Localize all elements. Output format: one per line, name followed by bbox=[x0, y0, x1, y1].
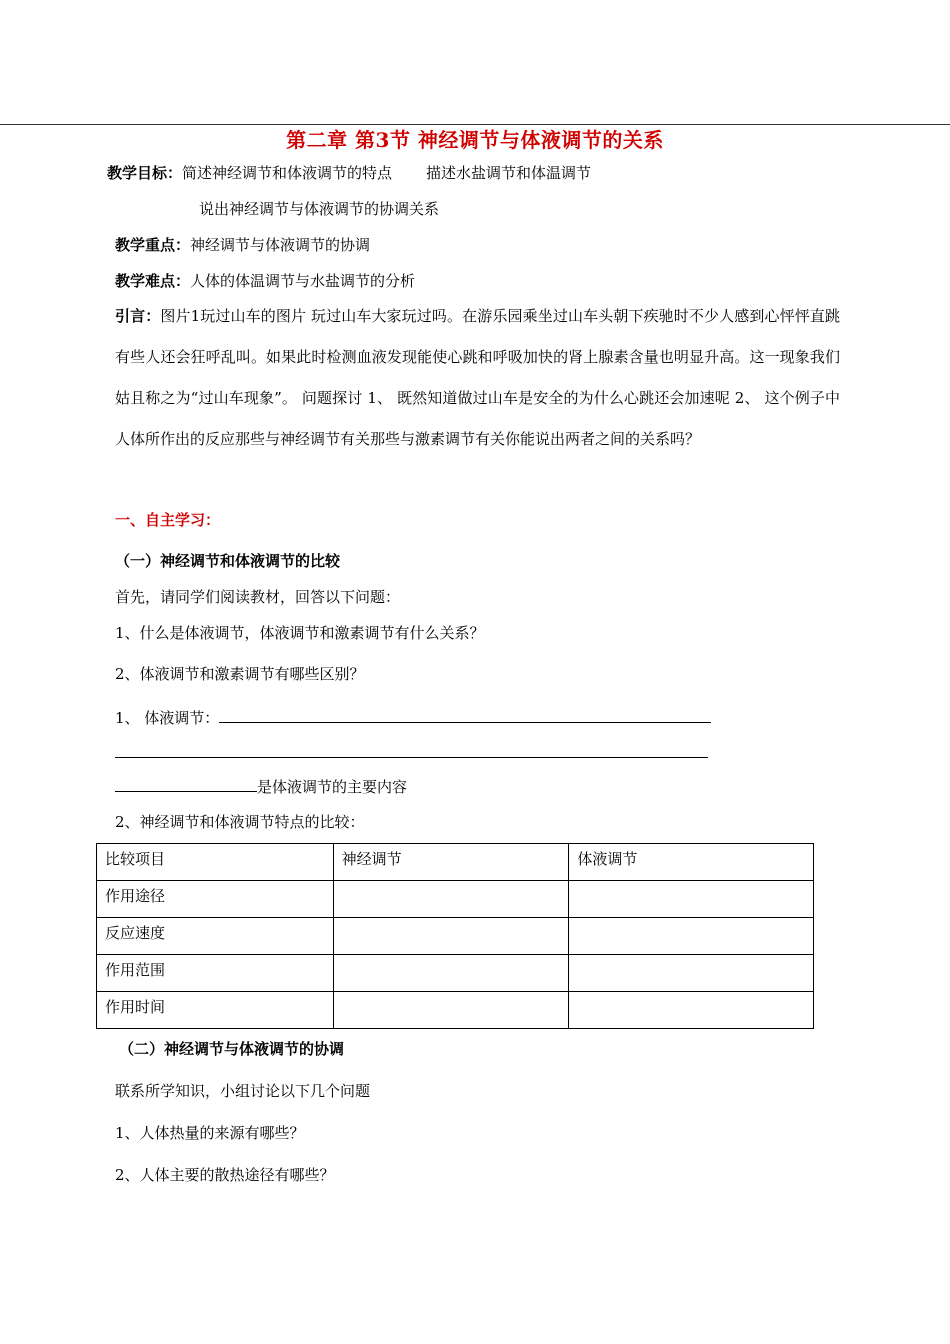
table-row-label: 作用范围 bbox=[97, 955, 334, 992]
objectives-line bbox=[107, 163, 591, 183]
table-row-label: 反应速度 bbox=[97, 918, 334, 955]
table-cell[interactable] bbox=[333, 992, 569, 1029]
table-row bbox=[97, 992, 814, 1029]
intro-label: 引言： bbox=[115, 307, 161, 325]
question-2: 2、体液调节和激素调节有哪些区别？ bbox=[115, 665, 365, 683]
objective-2: 描述水盐调节和体温调节 bbox=[426, 164, 592, 182]
fill-line-1 bbox=[115, 706, 711, 728]
key-point-line bbox=[115, 235, 370, 255]
table-row bbox=[97, 918, 814, 955]
objectives-label: 教学目标： bbox=[107, 164, 183, 182]
fill-blank-3[interactable] bbox=[115, 775, 257, 792]
fill-line-2 bbox=[115, 741, 708, 763]
section1-subheading: （一）神经调节和体液调节的比较 bbox=[115, 552, 341, 570]
table-cell[interactable] bbox=[569, 918, 814, 955]
section2-subheading: （二）神经调节与体液调节的协调 bbox=[119, 1040, 345, 1058]
question-1: 1、什么是体液调节，体液调节和激素调节有什么关系？ bbox=[115, 624, 485, 642]
section1-heading: 一、自主学习： bbox=[115, 511, 221, 529]
table-cell[interactable] bbox=[333, 881, 569, 918]
difficulty-label: 教学难点： bbox=[115, 272, 191, 290]
objective-3: 说出神经调节与体液调节的协调关系 bbox=[199, 200, 440, 218]
difficulty-line bbox=[115, 271, 415, 291]
fill-blank-2[interactable] bbox=[115, 741, 708, 758]
intro-text: 图片1玩过山车的图片 玩过山车大家玩过吗。在游乐园乘坐过山车头朝下疾驰时不少人感到心怦怦直跳有些人还会狂呼乱叫。如果此时检测血液发现能使心跳和呼吸加快的肾上腺素含量也明显升高。这一现象我们姑且称之为“过山车现象”。 问题探讨 1、 既然知道做过山车是安全的为什么心跳还会加速呢 2、 这个例子中人体所作出的反应那些与神经调节有关那些与激素调节有关你能说出两者之间的关系吗？ bbox=[115, 307, 840, 448]
table-row bbox=[97, 955, 814, 992]
section2-question-2: 2、人体主要的散热途径有哪些？ bbox=[115, 1166, 335, 1184]
difficulty-text: 人体的体温调节与水盐调节的分析 bbox=[190, 272, 416, 290]
table-header-row bbox=[97, 844, 814, 881]
intro-paragraph bbox=[115, 296, 840, 460]
key-point-label: 教学重点： bbox=[115, 236, 191, 254]
table-cell[interactable] bbox=[333, 918, 569, 955]
table-row bbox=[97, 881, 814, 918]
table-cell[interactable] bbox=[569, 992, 814, 1029]
section2-question-1: 1、人体热量的来源有哪些？ bbox=[115, 1124, 305, 1142]
table-cell[interactable] bbox=[333, 955, 569, 992]
comparison-table bbox=[96, 843, 814, 1029]
read-instruction: 首先，请同学们阅读教材，回答以下问题： bbox=[115, 588, 401, 606]
discuss-instruction: 联系所学知识，小组讨论以下几个问题 bbox=[115, 1082, 371, 1100]
table-header-cell: 神经调节 bbox=[333, 844, 569, 881]
fill-suffix: 是体液调节的主要内容 bbox=[257, 778, 408, 796]
table-cell[interactable] bbox=[569, 881, 814, 918]
table-header-cell: 比较项目 bbox=[97, 844, 334, 881]
page-title: 第二章 第3节 神经调节与体液调节的关系 bbox=[286, 128, 664, 152]
compare-instruction: 2、神经调节和体液调节特点的比较： bbox=[115, 813, 365, 831]
fill-label: 1、 体液调节： bbox=[115, 709, 220, 727]
table-row-label: 作用时间 bbox=[97, 992, 334, 1029]
table-row-label: 作用途径 bbox=[97, 881, 334, 918]
key-point-text: 神经调节与体液调节的协调 bbox=[190, 236, 371, 254]
objective-1: 简述神经调节和体液调节的特点 bbox=[182, 164, 393, 182]
fill-line-3 bbox=[115, 775, 407, 797]
table-header-cell: 体液调节 bbox=[569, 844, 814, 881]
table-cell[interactable] bbox=[569, 955, 814, 992]
fill-blank-1[interactable] bbox=[219, 706, 711, 723]
